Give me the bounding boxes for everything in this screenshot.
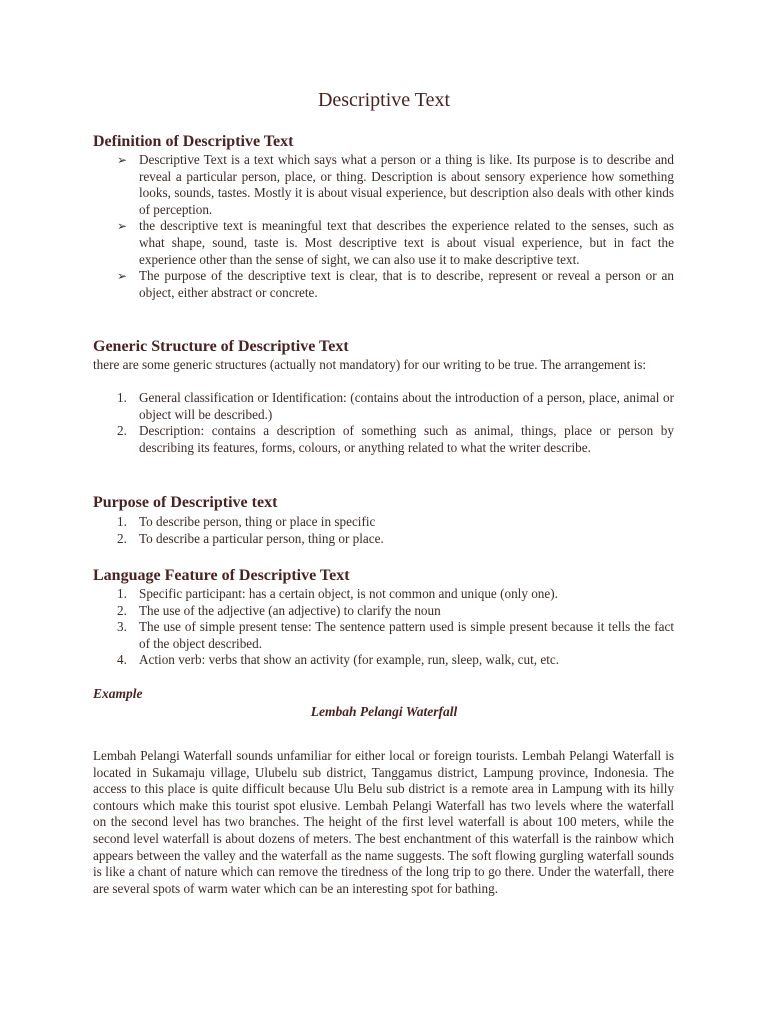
page-title: Descriptive Text [317, 89, 451, 111]
definition-heading: Definition of Descriptive Text [93, 133, 294, 150]
language-list [117, 586, 674, 669]
example-label: Example [93, 686, 143, 701]
example-body: Lembah Pelangi Waterfall sounds unfamiliar for either local or foreign tourists. Lembah Pelangi Waterfall is located in Sukamaju village, Ulubelu sub district, Tanggamus district, Lampung province, Indonesia. The access to this place is quite difficult because Ulu Belu sub district is a remote area in Lampung with its hilly contours which make this tourist spot elusive. Lembah Pelangi Waterfall has two levels where the waterfall on the second level has two branches. The height of the first level waterfall is about 100 meters, while the second level waterfall is about dozens of meters. The best enchantment of this waterfall is the rainbow which appears between the valley and the waterfall as the name suggests. The soft flowing gurgling waterfall sounds is like a chant of nature which can remove the tiredness of the long trip to go there. Under the waterfall, there are several spots of warm water which can be an interesting spot for bathing. [93, 748, 674, 896]
list-item: ➢ Descriptive Text is a text which says what a person or a thing is like. Its purpose is to describe and reveal a particular person, place, or thing. Description is about sensory experience how something looks, sounds, tastes. Mostly it is about visual experience, but description also deals with other kinds of perception. [117, 152, 674, 217]
list-item: 1. To describe person, thing or place in specific [117, 514, 376, 529]
arrow-bullet-icon: ➢ [117, 153, 128, 167]
structure-heading: Generic Structure of Descriptive Text [93, 338, 349, 355]
purpose-heading: Purpose of Descriptive text [93, 494, 278, 511]
definition-list [117, 152, 674, 301]
list-item: ➢ The purpose of the descriptive text is clear, that is to describe, represent or reveal a person or an object, either abstract or concrete. [117, 268, 674, 300]
list-item: 2. Description: contains a description of something such as animal, things, place or person by describing its features, forms, colours, or anything related to what the writer describe. [117, 423, 674, 455]
list-item: 2. The use of the adjective (an adjective) to clarify the noun [117, 602, 441, 618]
list-item: 1. Specific participant: has a certain object, is not common and unique (only one). [117, 586, 558, 601]
arrow-bullet-icon: ➢ [117, 269, 128, 284]
structure-list [117, 390, 674, 456]
list-item: 2. To describe a particular person, thing or place. [117, 530, 384, 546]
structure-intro: there are some generic structures (actually not mandatory) for our writing to be true. The arrangement is: [93, 357, 647, 372]
list-item: ➢ the descriptive text is meaningful text that describes the experience related to the senses, such as what shape, sound, taste is. Most descriptive text is about visual experience, but in fact the experience other than the sense of sight, we can also use it to make descriptive text. [117, 218, 674, 267]
list-item: 4. Action verb: verbs that show an activity (for example, run, sleep, walk, cut, etc. [117, 652, 560, 668]
list-item: 3. The use of simple present tense: The sentence pattern used is simple present because it tells the fact of the object described. [117, 619, 674, 651]
language-heading: Language Feature of Descriptive Text [93, 567, 350, 584]
example-title: Lembah Pelangi Waterfall [310, 704, 458, 719]
list-item: 1. General classification or Identification: (contains about the introduction of a person, place, animal or object will be described.) [117, 390, 674, 422]
purpose-list [117, 514, 674, 547]
arrow-bullet-icon: ➢ [117, 219, 128, 234]
